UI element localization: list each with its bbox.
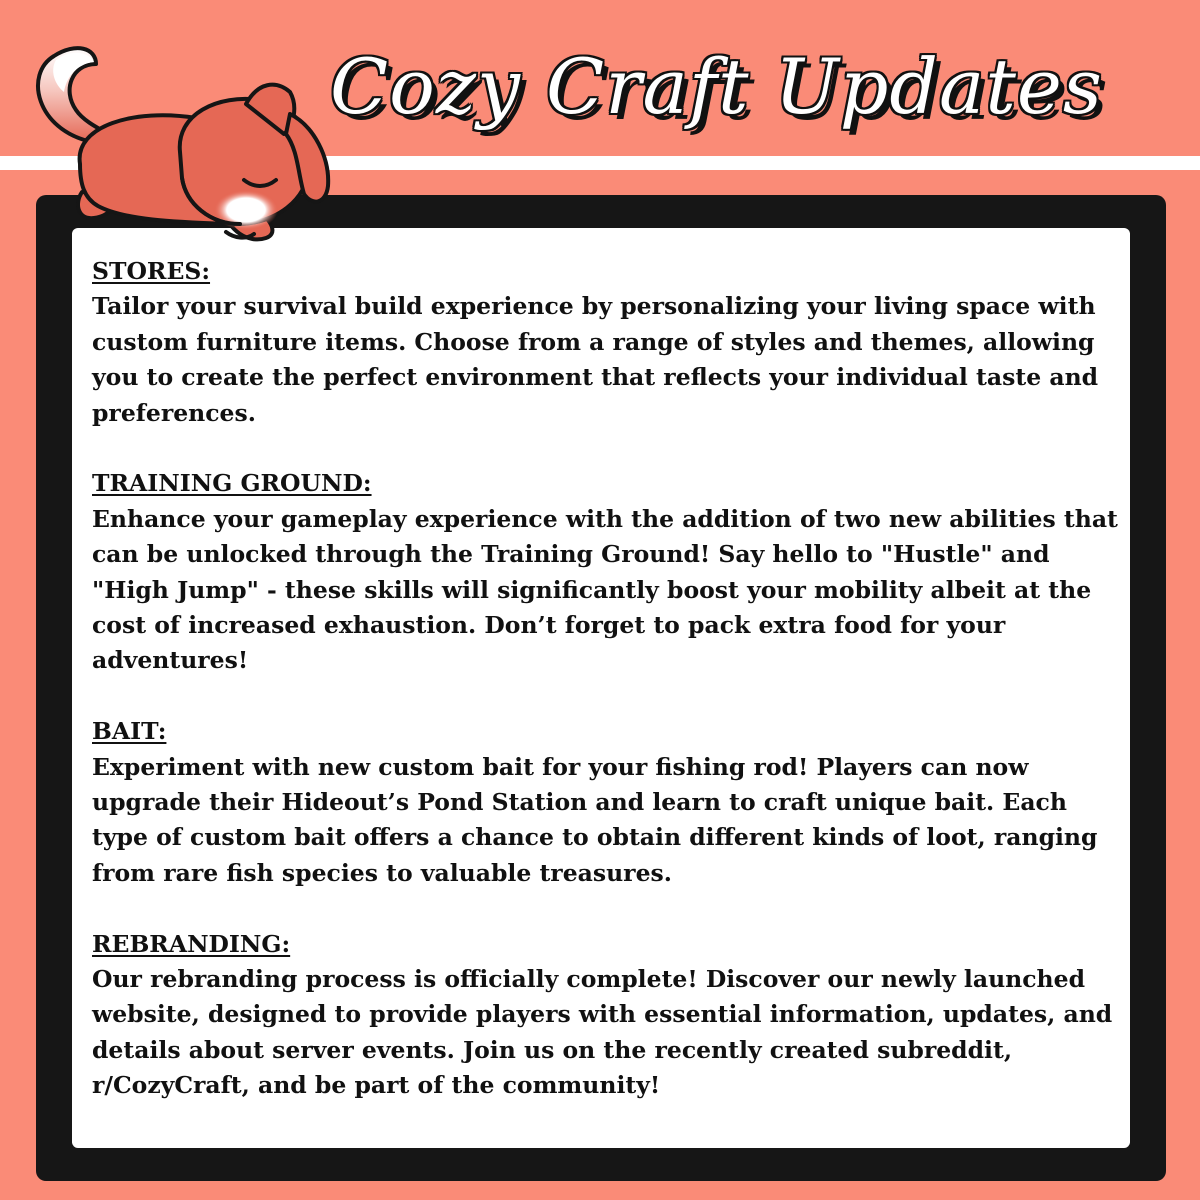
section-heading: STORES: [92, 257, 211, 285]
section-body: Tailor your survival build experience by personalizing your living space with custom furniture items. Choose from a range of styles and themes, allowing you to create the perfect environment that reflects your individual taste and preferences. [92, 292, 1099, 427]
section-stores [92, 254, 1128, 431]
section-heading: BAIT: [92, 717, 167, 746]
section-body: Enhance your gameplay experience with the addition of two new abilities that can be unlocked through the Training Ground! Say hello to "Hustle" and "High Jump" - these skills will significantly boost your mobility albeit at the cost of increased exhaustion. Don’t forget to pack extra food for your adventures! [92, 504, 1118, 675]
sleeping-fox-icon [14, 34, 364, 254]
section-rebranding [92, 927, 1128, 1104]
section-body: Our rebranding process is officially complete! Discover our newly launched website, designed to provide players with essential information, updates, and details about server events. Join us on the recently created subreddit, r/CozyCraft, and be part of the community! [92, 965, 1113, 1100]
section-training-ground [92, 466, 1128, 678]
section-heading: REBRANDING: [92, 929, 291, 958]
section-bait [92, 714, 1128, 891]
section-heading: TRAINING GROUND: [92, 469, 372, 498]
update-notes [92, 254, 1128, 1104]
page-title: Cozy Craft Updates [330, 42, 1103, 131]
section-body: Experiment with new custom bait for your fishing rod! Players can now upgrade their Hideout’s Pond Station and learn to craft unique bait. Each type of custom bait offers a chance to obtain different kinds of loot, ranging from rare fish species to valuable treasures. [92, 752, 1098, 887]
